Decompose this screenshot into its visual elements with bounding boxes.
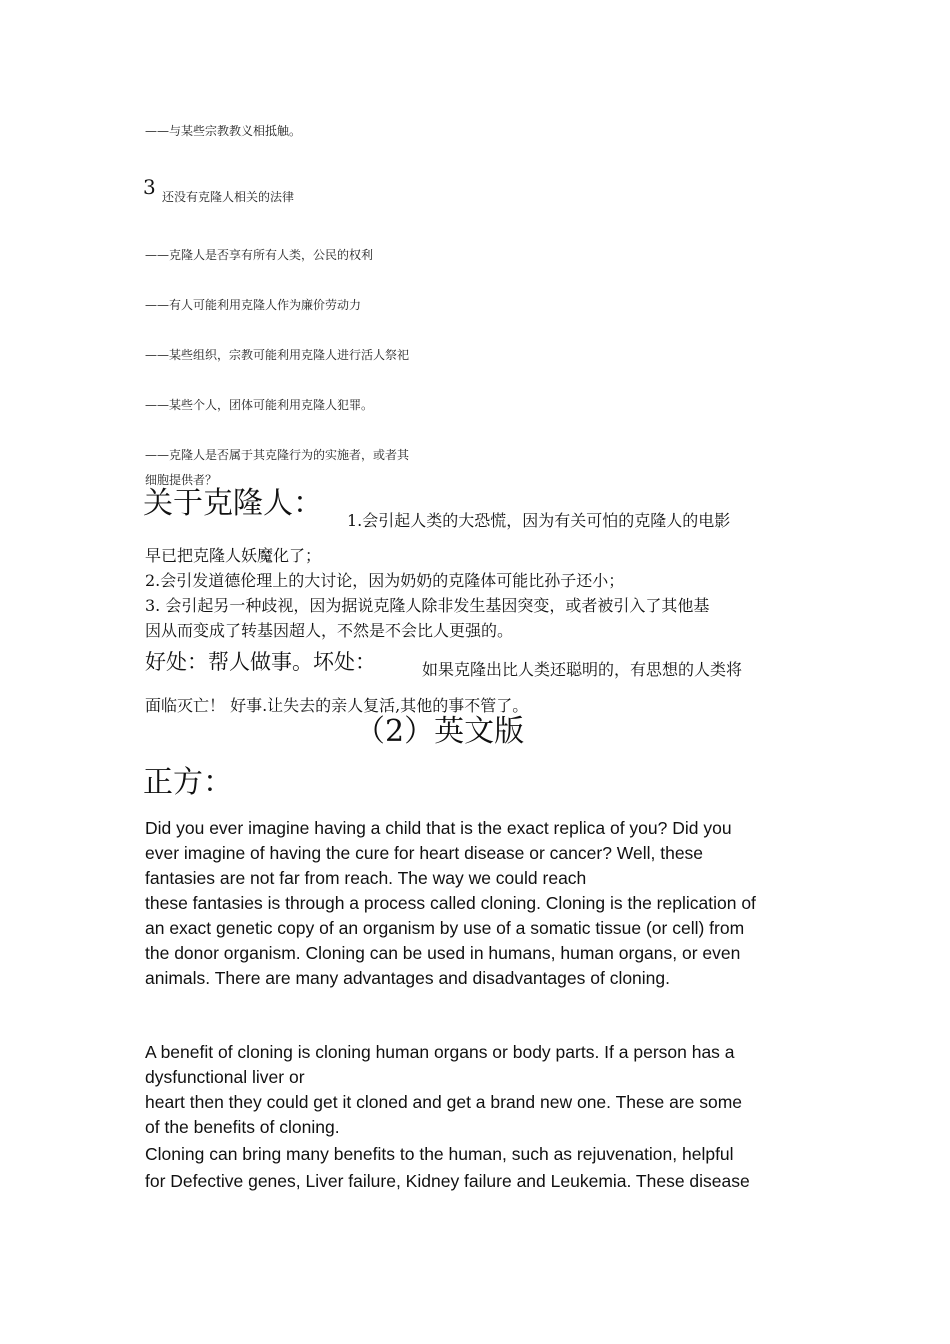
para1-line6: the donor organism. Cloning can be used in humans, human organs, or even [145,943,741,963]
law-item-rights: ——克隆人是否享有所有人类，公民的权利 [145,248,374,262]
para2-line3: heart then they could get it cloned and get a brand new one. These are some [145,1092,743,1112]
about-clone-heading: 关于克隆人： [143,486,323,521]
pros-cons-text-a: 如果克隆出比人类还聪明的，有思想的人类将 [422,660,743,679]
about-point3-b: 因从而变成了转基因超人，不然是不会比人更强的。 [145,621,514,640]
section-heading-law: 还没有克隆人相关的法律 [162,190,295,204]
para2-line4: of the benefits of cloning. [145,1117,340,1137]
law-item-crime: ——某些个人，团体可能利用克隆人犯罪。 [145,398,374,412]
para3-line1: Cloning can bring many benefits to the human, such as rejuvenation, helpful [145,1144,734,1164]
religion-conflict-line: ——与某些宗教教义相抵触。 [145,124,302,138]
para2-line2: dysfunctional liver or [145,1067,305,1087]
law-item-ownership-cont: 细胞提供者？ [145,473,218,487]
para1-line3: fantasies are not far from reach. The way we could reach [145,868,587,888]
law-item-ownership: ——克隆人是否属于其克隆行为的实施者，或者其 [145,448,410,462]
law-item-labor: ——有人可能利用克隆人作为廉价劳动力 [145,298,362,312]
about-point1-b: 早已把克隆人妖魔化了； [145,546,322,565]
para1-line1: Did you ever imagine having a child that is the exact replica of you? Did you [145,818,732,838]
about-point1-a: 1.会引起人类的大恐慌，因为有关可怕的克隆人的电影 [347,511,731,530]
para1-line2: ever imagine of having the cure for heart disease or cancer? Well, these [145,843,704,863]
para1-line4: these fantasies is through a process called cloning. Cloning is the replication of [145,893,756,913]
para1-line7: animals. There are many advantages and disadvantages of cloning. [145,968,671,988]
about-point3-a: 3. 会引起另一种歧视，因为据说克隆人除非发生基因突变，或者被引入了其他基 [145,596,710,615]
law-item-sacrifice: ——某些组织，宗教可能利用克隆人进行活人祭祀 [145,348,410,362]
english-version-title: （2）英文版 [355,714,525,749]
pros-cons-text-b: 面临灭亡！ 好事.让失去的亲人复活,其他的事不管了。 [145,696,529,715]
about-point2: 2.会引发道德伦理上的大讨论，因为奶奶的克隆体可能比孙子还小； [145,571,625,590]
pros-cons-heading: 好处：帮人做事。坏处： [145,650,376,674]
affirmative-side-label: 正方： [143,765,233,800]
para1-line5: an exact genetic copy of an organism by use of a somatic tissue (or cell) from [145,918,745,938]
section-number: 3 [143,175,156,199]
para3-line2: for Defective genes, Liver failure, Kidney failure and Leukemia. These disease [145,1171,750,1191]
para2-line1: A benefit of cloning is cloning human organs or body parts. If a person has a [145,1042,735,1062]
